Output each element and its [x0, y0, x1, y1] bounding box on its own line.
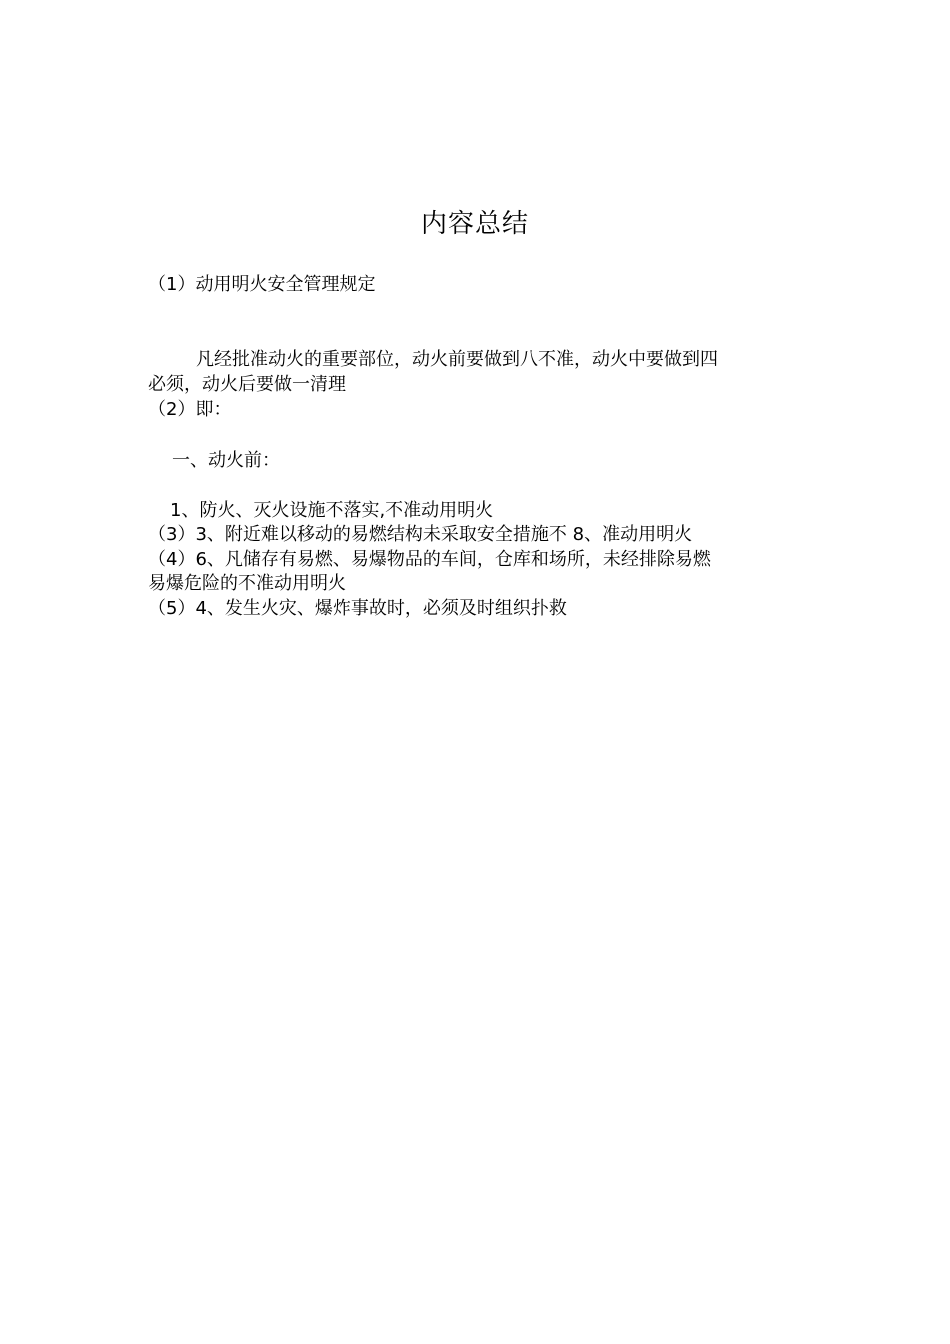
list-item-1: 1、防火、灭火设施不落实,不准动用明火	[170, 500, 494, 521]
paragraph-line-4: （2）即：	[148, 399, 232, 420]
paragraph-line-3: 必须，动火后要做一清理	[148, 374, 346, 395]
list-item-4: （4）6、凡储存有易燃、易爆物品的车间，仓库和场所，未经排除易燃	[148, 549, 711, 570]
list-item-3: （3）3、附近难以移动的易燃结构未采取安全措施不 8、准动用明火	[148, 524, 693, 545]
paragraph-line-1: （1）动用明火安全管理规定	[148, 274, 376, 295]
paragraph-line-2: 凡经批准动火的重要部位，动火前要做到八不准，动火中要做到四	[196, 349, 718, 370]
list-item-5: （5）4、发生火灾、爆炸事故时，必须及时组织扑救	[148, 598, 567, 619]
list-item-4-continued: 易爆危险的不准动用明火	[148, 573, 346, 594]
section-heading: 一、动火前：	[172, 450, 280, 471]
document-title: 内容总结	[420, 209, 529, 239]
